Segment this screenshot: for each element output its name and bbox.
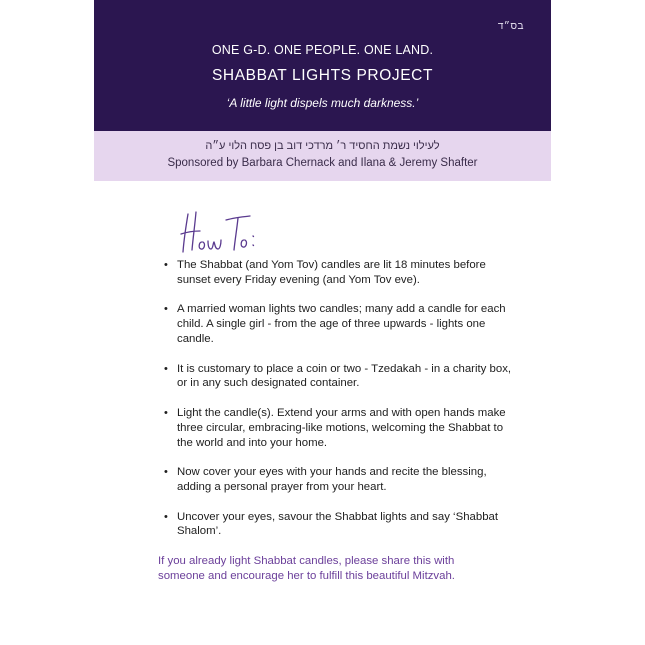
step-item bbox=[164, 258, 522, 288]
bullet-icon: • bbox=[164, 466, 168, 479]
step-item bbox=[164, 302, 522, 346]
motto: ONE G-D. ONE PEOPLE. ONE LAND. bbox=[211, 43, 434, 57]
step-text: It is customary to place a coin or two - Tzedakah - in a charity box, or in any such designated container. bbox=[177, 362, 512, 390]
step-text: The Shabbat (and Yom Tov) candles are lit 18 minutes before sunset every Friday evening (and Yom Tov eve). bbox=[177, 259, 486, 286]
step-text: Light the candle(s). Extend your arms and with open hands make three circular, embracing-like motions, welcoming the Shabbat to the world and into your home. bbox=[177, 406, 506, 449]
quote: ‘A little light dispels much darkness.’ bbox=[226, 96, 419, 110]
bsd-mark: בס״ד bbox=[497, 21, 524, 32]
step-text: A married woman lights two candles; many add a candle for each child. A single girl - from the age of three upwards - lights one candle. bbox=[177, 303, 506, 345]
steps-list bbox=[158, 258, 522, 554]
how-to-heading bbox=[178, 208, 268, 258]
dedication-hebrew: לעילוי נשמת החסיד ר׳ מרדכי דוב בן פסח הלוי ע״ה bbox=[205, 140, 440, 152]
bullet-icon: • bbox=[164, 406, 168, 419]
sponsor-band bbox=[94, 131, 551, 181]
closing-message: If you already light Shabbat candles, please share this with someone and encourage her to fulfill this beautiful Mitzvah. bbox=[158, 555, 455, 582]
bullet-icon: • bbox=[164, 303, 168, 316]
bullet-icon: • bbox=[164, 510, 168, 523]
bullet-icon: • bbox=[164, 362, 168, 375]
step-text: Uncover your eyes, savour the Shabbat lights and say ‘Shabbat Shalom’. bbox=[177, 510, 499, 538]
flyer bbox=[94, 0, 551, 645]
header-banner bbox=[94, 0, 551, 131]
project-title: SHABBAT LIGHTS PROJECT bbox=[211, 67, 434, 84]
step-item bbox=[164, 465, 522, 495]
step-item bbox=[164, 406, 522, 450]
step-text: Now cover your eyes with your hands and recite the blessing, adding a personal prayer from your heart. bbox=[177, 466, 487, 493]
sponsor-line: Sponsored by Barbara Chernack and Ilana & Jeremy Shafter bbox=[167, 157, 478, 169]
step-item bbox=[164, 362, 522, 392]
bullet-icon: • bbox=[164, 259, 168, 271]
step-item bbox=[164, 510, 522, 540]
